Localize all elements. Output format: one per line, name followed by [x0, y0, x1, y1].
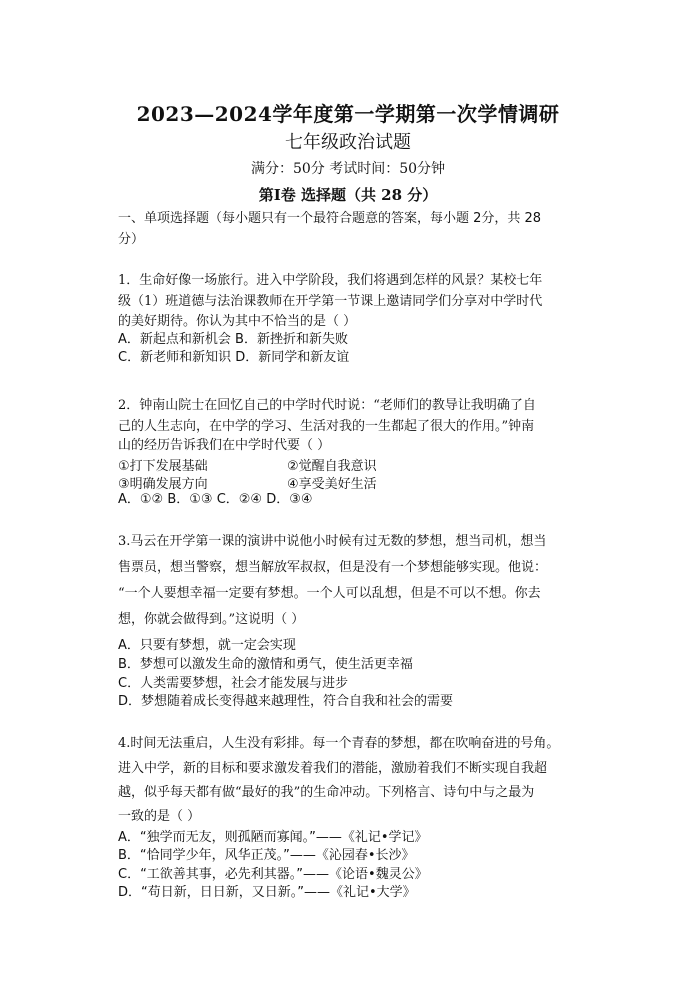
q2-line-3: 山的经历告诉我们在中学时代要（ ）: [118, 438, 331, 453]
q4-line-1: 4.时间无法重启，人生没有彩排。每一个青春的梦想，都在吹响奋进的号角。: [118, 736, 560, 751]
q4-option-a: A．“独学而无友，则孤陋而寡闻。”——《礼记•学记》: [118, 830, 428, 845]
section-heading: 第Ⅰ卷 选择题（共 28 分）: [258, 186, 438, 204]
q1-line-1: 1．生命好像一场旅行。进入中学阶段，我们将遇到怎样的风景？某校七年: [118, 273, 543, 288]
q3-line-2: 售票员，想当警察，想当解放军叔叔，但是没有一个梦想能够实现。他说：: [118, 560, 548, 575]
q2-statement-3: ③明确发展方向: [118, 477, 208, 492]
q1-line-3: 的美好期待。你认为其中不恰当的是（ ）: [118, 314, 357, 329]
q2-statement-4: ④享受美好生活: [287, 477, 377, 492]
q1-options-cd: C．新老师和新知识 D．新同学和新友谊: [118, 350, 350, 365]
exam-meta: 满分：50分 考试时间：50分钟: [250, 161, 446, 177]
q3-option-d: D．梦想随着成长变得越来越理性，符合自我和社会的需要: [118, 694, 454, 709]
q4-option-c: C．“工欲善其事，必先利其器。”——《论语•魏灵公》: [118, 867, 428, 882]
q1-options-ab: A．新起点和新机会 B．新挫折和新失败: [118, 332, 348, 347]
q2-line-2: 己的人生志向，在中学的学习、生活对我的一生都起了很大的作用。”钟南: [118, 419, 535, 434]
q1-line-2: 级（1）班道德与法治课教师在开学第一节课上邀请同学们分享对中学时代: [118, 294, 543, 309]
q3-line-3: “一个人要想幸福一定要有梦想。一个人可以乱想，但是不可以不想。你去: [118, 586, 541, 601]
q3-line-1: 3.马云在开学第一课的演讲中说他小时候有过无数的梦想，想当司机，想当: [118, 534, 547, 549]
q2-statement-1: ①打下发展基础: [118, 459, 208, 474]
q4-option-b: B．“恰同学少年，风华正茂。”——《沁园春•长沙》: [118, 848, 415, 863]
q2-line-1: 2．钟南山院士在回忆自己的中学时代时说：“老师们的教导让我明确了自: [118, 398, 536, 413]
exam-title: 2023—2024学年度第一学期第一次学情调研: [136, 102, 560, 126]
q4-option-d: D．“苟日新，日日新，又日新。”——《礼记•大学》: [118, 885, 416, 900]
q3-line-4: 想，你就会做得到。”这说明（ ）: [118, 612, 305, 627]
q2-statement-2: ②觉醒自我意识: [287, 459, 377, 474]
q3-option-c: C．人类需要梦想，社会才能发展与进步: [118, 676, 349, 691]
q4-line-3: 越，似乎每天都有做“最好的我”的生命冲动。下列格言、诗句中与之最为: [118, 785, 535, 800]
instructions-line-1: 一、单项选择题（每小题只有一个最符合题意的答案，每小题 2分，共 28: [118, 211, 542, 226]
q3-option-a: A．只要有梦想，就一定会实现: [118, 638, 296, 653]
q3-option-b: B．梦想可以激发生命的激情和勇气，使生活更幸福: [118, 657, 413, 672]
q4-line-2: 进入中学，新的目标和要求激发着我们的潜能，激励着我们不断实现自我超: [118, 761, 548, 776]
q4-line-4: 一致的是（ ）: [118, 809, 201, 824]
instructions-line-2: 分）: [118, 232, 145, 247]
exam-subtitle: 七年级政治试题: [285, 132, 411, 153]
q2-options: A．①② B．①③ C．②④ D．③④: [118, 492, 313, 507]
